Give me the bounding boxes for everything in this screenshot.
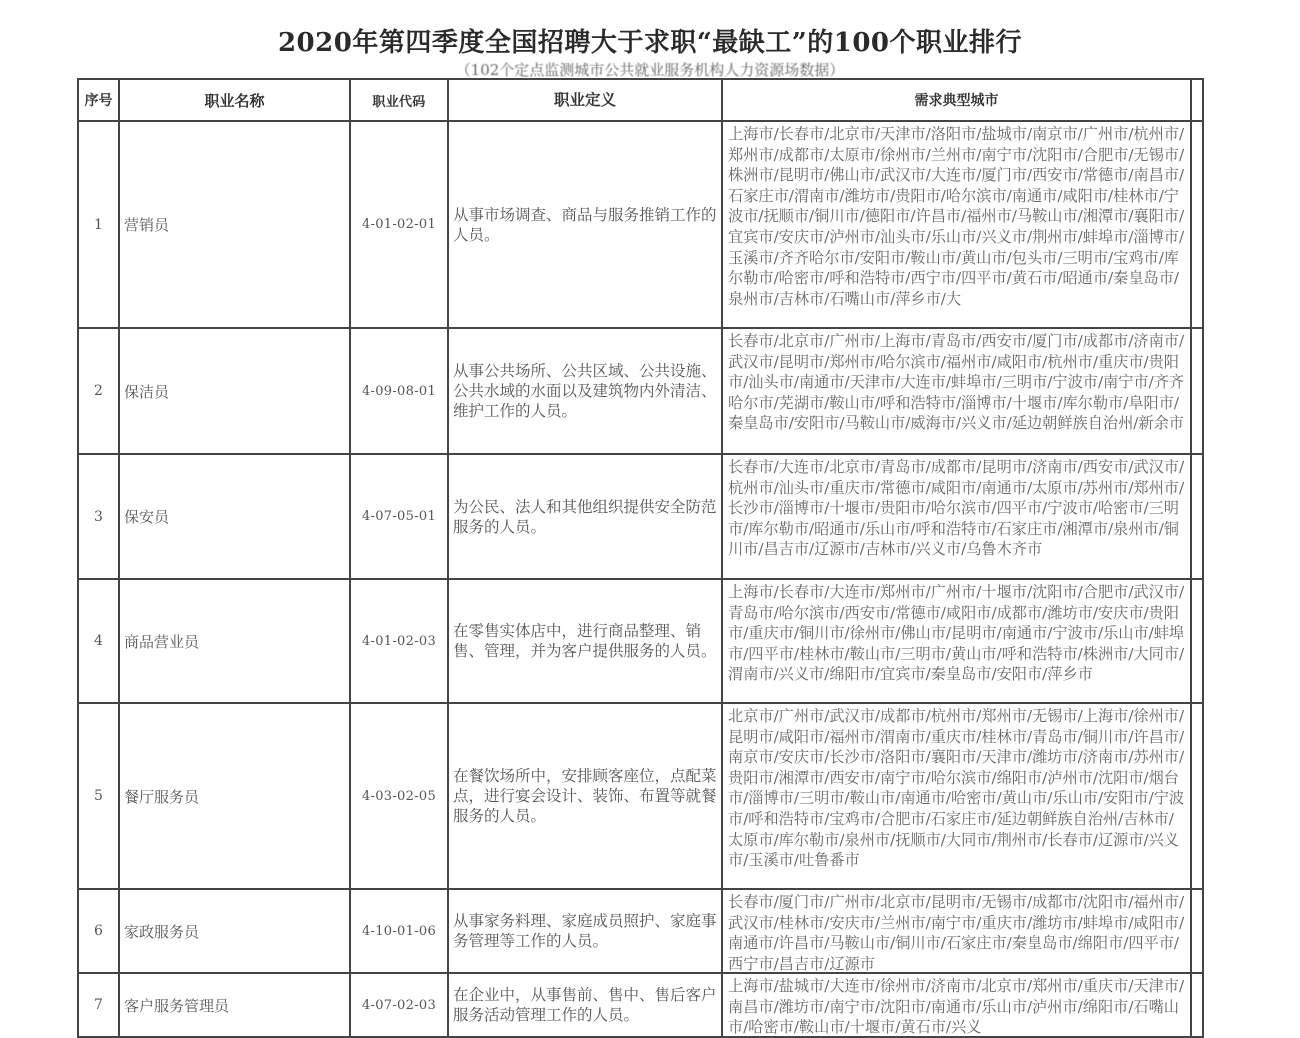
table-header-row [78,79,1203,121]
typical-cities: 长春市/厦门市/广州市/北京市/昆明市/无锡市/成都市/沈阳市/福州市/武汉市/桂林市/安庆市/兰州市/南宁市/重庆市/潍坊市/蚌埠市/咸阳市/南通市/许昌市/马鞍山市/铜川市/石家庄市/秦皇岛市/绵阳市/四平市/西宁市/昌吉市/辽源市 [728,893,1185,972]
occupation-definition-cell [448,121,722,328]
occupation-name: 保安员 [119,454,350,579]
occupation-definition: 从事市场调查、商品与服务推销工作的人员。 [453,205,717,244]
typical-cities: 上海市/长春市/北京市/天津市/洛阳市/盐城市/南京市/广州市/杭州市/郑州市/成都市/太原市/徐州市/兰州市/南宁市/沈阳市/合肥市/无锡市/株洲市/昆明市/佛山市/武汉市/大连市/厦门市/西安市/常德市/南昌市/石家庄市/渭南市/潍坊市/贵阳市/哈尔滨市/南通市/咸阳市/桂林市/宁波市/抚顺市/铜川市/德阳市/许昌市/福州市/马鞍山市/湘潭市/襄阳市/宜宾市/安庆市/泸州市/汕头市/乐山市/兴义市/荆州市/蚌埠市/淄博市/玉溪市/齐齐哈尔市/安阳市/鞍山市/黄山市/包头市/三明市/宝鸡市/库尔勒市/哈密市/呼和浩特市/西宁市/四平市/黄石市/昭通市/秦皇岛市/泉州市/吉林市/石嘴山市/萍乡市/大 [728,125,1185,308]
document-title: 2020年第四季度全国招聘大于求职“最缺工”的100个职业排行 [277,28,1023,58]
header-name: 职业名称 [119,79,350,121]
header-no: 序号 [78,79,119,121]
occupation-code: 4-09-08-01 [350,328,448,454]
cities-cell [722,328,1191,454]
occupation-definition-cell [448,703,722,889]
occupation-definition-cell [448,454,722,579]
cut-column-cell [1191,579,1203,703]
occupation-definition: 在零售实体店中，进行商品整理、销售、管理，并为客户提供服务的人员。 [453,622,717,660]
occupation-code: 4-03-02-05 [350,703,448,889]
cities-cell [722,889,1191,973]
row-number: 7 [78,973,119,1037]
table-row [78,973,1203,1037]
cities-cell [722,454,1191,579]
occupation-table [77,78,1204,1038]
occupation-definition: 从事家务料理、家庭成员照护、家庭事务管理等工作的人员。 [453,912,717,950]
occupation-code: 4-07-05-01 [350,454,448,579]
cut-column-cell [1191,973,1203,1037]
row-number: 5 [78,703,119,889]
cut-column-cell [1191,454,1203,579]
occupation-definition: 在企业中，从事售前、售中、售后客户服务活动管理工作的人员。 [453,986,717,1024]
occupation-name: 保洁员 [119,328,350,454]
typical-cities: 长春市/北京市/广州市/上海市/青岛市/西安市/厦门市/成都市/济南市/武汉市/昆明市/郑州市/哈尔滨市/福州市/咸阳市/杭州市/重庆市/贵阳市/汕头市/南通市/天津市/大连市/蚌埠市/三明市/宁波市/南宁市/齐齐哈尔市/芜湖市/鞍山市/呼和浩特市/淄博市/十堰市/库尔勒市/阜阳市/秦皇岛市/安阳市/马鞍山市/威海市/兴义市/延边朝鲜族自治州/新余市 [728,332,1185,433]
cities-cell [722,703,1191,889]
occupation-definition-cell [448,889,722,973]
document-subtitle: （102个定点监测城市公共就业服务机构人力资源场数据） [455,61,845,79]
occupation-definition: 从事公共场所、公共区域、公共设施、公共水域的水面以及建筑物内外清洁、维护工作的人员。 [453,362,717,420]
cut-column-cell [1191,889,1203,973]
cities-cell [722,121,1191,328]
table-row [78,889,1203,973]
cut-column-cell [1191,703,1203,889]
table-row [78,579,1203,703]
occupation-name: 家政服务员 [119,889,350,973]
occupation-code: 4-01-02-01 [350,121,448,328]
row-number: 1 [78,121,119,328]
cut-column-cell [1191,328,1203,454]
occupation-definition-cell [448,579,722,703]
occupation-definition: 在餐饮场所中，安排顾客座位，点配菜点，进行宴会设计、装饰、布置等就餐服务的人员。 [453,767,717,825]
occupation-name: 营销员 [119,121,350,328]
header-code: 职业代码 [350,79,448,121]
typical-cities: 北京市/广州市/武汉市/成都市/杭州市/郑州市/无锡市/上海市/徐州市/昆明市/咸阳市/福州市/渭南市/重庆市/桂林市/青岛市/铜川市/许昌市/南京市/安庆市/长沙市/洛阳市/襄阳市/天津市/潍坊市/济南市/苏州市/贵阳市/湘潭市/西安市/南宁市/哈尔滨市/绵阳市/泸州市/沈阳市/烟台市/淄博市/三明市/鞍山市/南通市/哈密市/黄山市/乐山市/安阳市/宁波市/呼和浩特市/宝鸡市/合肥市/石家庄市/延边朝鲜族自治州/吉林市/太原市/库尔勒市/泉州市/抚顺市/大同市/荆州市/长春市/辽源市/兴义市/玉溪市/吐鲁番市 [728,707,1185,870]
occupation-name: 餐厅服务员 [119,703,350,889]
header-cities: 需求典型城市 [722,79,1191,121]
occupation-definition-cell [448,973,722,1037]
occupation-name: 客户服务管理员 [119,973,350,1037]
cut-column-cell [1191,121,1203,328]
typical-cities: 长春市/大连市/北京市/青岛市/成都市/昆明市/济南市/西安市/武汉市/杭州市/汕头市/重庆市/常德市/咸阳市/南通市/太原市/苏州市/郑州市/长沙市/淄博市/十堰市/贵阳市/哈尔滨市/四平市/宁波市/哈密市/三明市/库尔勒市/昭通市/乐山市/呼和浩特市/石家庄市/湘潭市/泉州市/铜川市/昌吉市/辽源市/吉林市/兴义市/乌鲁木齐市 [728,458,1185,559]
typical-cities: 上海市/盐城市/大连市/徐州市/济南市/北京市/郑州市/重庆市/天津市/南昌市/潍坊市/南宁市/沈阳市/南通市/乐山市/泸州市/绵阳市/石嘴山市/哈密市/鞍山市/十堰市/黄石市/兴义 [728,977,1185,1036]
occupation-code: 4-07-02-03 [350,973,448,1037]
row-number: 4 [78,579,119,703]
header-cut-column [1191,79,1203,121]
table-row [78,703,1203,889]
typical-cities: 上海市/长春市/大连市/郑州市/广州市/十堰市/沈阳市/合肥市/武汉市/青岛市/哈尔滨市/西安市/常德市/咸阳市/成都市/潍坊市/安庆市/贵阳市/重庆市/铜川市/徐州市/佛山市/昆明市/南通市/宁波市/乐山市/蚌埠市/四平市/桂林市/鞍山市/三明市/黄山市/呼和浩特市/株洲市/大同市/渭南市/兴义市/绵阳市/宜宾市/秦皇岛市/安阳市/萍乡市 [728,583,1185,684]
row-number: 3 [78,454,119,579]
row-number: 2 [78,328,119,454]
table-row [78,121,1203,328]
occupation-definition: 为公民、法人和其他组织提供安全防范服务的人员。 [453,497,717,536]
occupation-name: 商品营业员 [119,579,350,703]
occupation-code: 4-10-01-06 [350,889,448,973]
header-definition: 职业定义 [448,79,722,121]
occupation-definition-cell [448,328,722,454]
cities-cell [722,579,1191,703]
table-row [78,454,1203,579]
table-row [78,328,1203,454]
row-number: 6 [78,889,119,973]
cities-cell [722,973,1191,1037]
occupation-code: 4-01-02-03 [350,579,448,703]
